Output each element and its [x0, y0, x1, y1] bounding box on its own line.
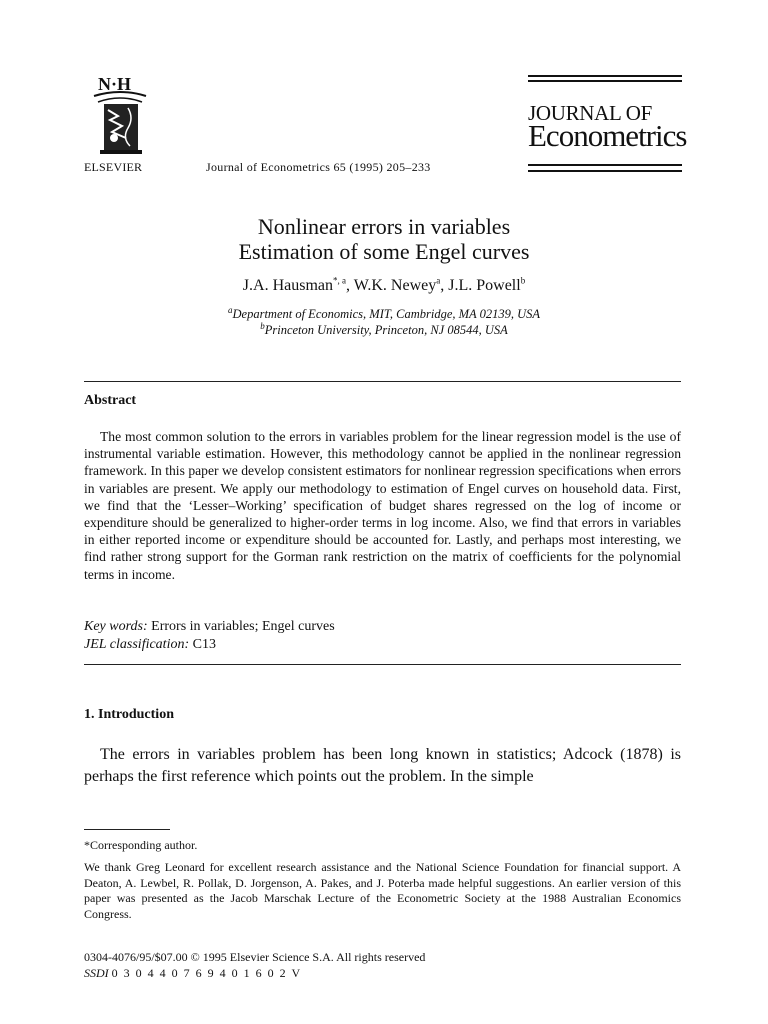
ssdi-value: 0 3 0 4 4 0 7 6 9 4 0 1 6 0 2 V: [111, 966, 302, 980]
introduction-text: The errors in variables problem has been long known in statistics; Adcock (1878) is perhaps the first reference which points out the problem. In the simple: [84, 746, 681, 785]
journal-rule-bottom-2: [528, 170, 682, 172]
author-name: J.A. Hausman: [242, 277, 334, 294]
abstract-heading: Abstract: [84, 393, 137, 408]
journal-title-line2: Econometrics: [528, 118, 687, 153]
introduction-body: [84, 744, 681, 787]
abstract-body: [84, 428, 681, 583]
footnote-corresponding: *Corresponding author.: [84, 838, 198, 852]
author-mark: *, a: [333, 275, 347, 286]
paper-title-line1: Nonlinear errors in variables: [257, 214, 511, 239]
author-name: W.K. Newey: [353, 277, 437, 294]
jel-value: C13: [192, 637, 216, 652]
affiliation-text: Department of Economics, MIT, Cambridge, MA 02139, USA: [232, 307, 540, 321]
affiliation-mark: a: [228, 304, 233, 315]
author-name: J.L. Powell: [448, 277, 521, 294]
elsevier-logo: [84, 74, 156, 164]
divider: [84, 381, 681, 382]
keywords-label: Key words:: [84, 619, 148, 634]
journal-rule-top: [528, 75, 682, 77]
affiliation: [0, 322, 768, 338]
journal-rule-bottom: [528, 164, 682, 166]
journal-citation: Journal of Econometrics 65 (1995) 205–233: [206, 160, 431, 174]
keywords-value: Errors in variables; Engel curves: [151, 619, 335, 634]
ssdi-label: SSDI: [84, 966, 109, 980]
divider: [84, 664, 681, 665]
logo-text: N·H: [98, 74, 132, 94]
jel-label: JEL classification:: [84, 637, 190, 652]
journal-rule-top-2: [528, 80, 682, 82]
footnote-thanks: We thank Greg Leonard for excellent research assistance and the National Science Foundation for financial support. A Deaton, A. Lewbel, R. Pollak, D. Jorgenson, A. Pakes, and J. Poterba made helpful suggestions. An earlier version of this paper was presented as the Jacob Marschak Lecture of the Econometric Society at the 1988 Australian Economics Congress.: [84, 860, 681, 921]
introduction-heading: 1. Introduction: [84, 707, 174, 722]
journal-title-line1: JOURNAL OF: [528, 101, 652, 125]
author-mark: a: [436, 275, 441, 286]
keywords: [84, 618, 335, 636]
affiliation-mark: b: [260, 320, 265, 331]
affiliation-text: Princeton University, Princeton, NJ 08544, USA: [264, 323, 508, 337]
author-mark: b: [520, 275, 526, 286]
abstract-text: The most common solution to the errors in variables problem for the linear regression model is the use of instrumental variable estimation. However, this methodology cannot be applied in the nonlinear regression framework. In this paper we develop consistent estimators for nonlinear regression specifications when errors in variables are present. We apply our methodology to estimation of Engel curves on household data. First, we find that the ‘Lesser–Working’ specification of budget shares regressed on the log of income or expenditure should be generalized to higher-order terms in log income. Also, we find that errors in variables in either reported income or expenditure should be accounted for. Lastly, and perhaps most interesting, we find rather strong support for the Gorman rank restriction on the matrix of coefficients for the polynomial terms in income.: [84, 429, 681, 582]
author-list: J.A. Hausman$^{*, a}$, W.K. Newey$^a$, J.L. Powell$^b$: [242, 275, 526, 294]
paper-title-line2: Estimation of some Engel curves: [238, 239, 530, 264]
affiliation: [0, 306, 768, 322]
footnote-rule: [84, 829, 170, 830]
ssdi-line: [84, 966, 302, 981]
jel-classification: [84, 636, 216, 654]
copyright-line: 0304-4076/95/$07.00 © 1995 Elsevier Science S.A. All rights reserved: [84, 950, 426, 964]
publisher-name: ELSEVIER: [84, 160, 143, 174]
